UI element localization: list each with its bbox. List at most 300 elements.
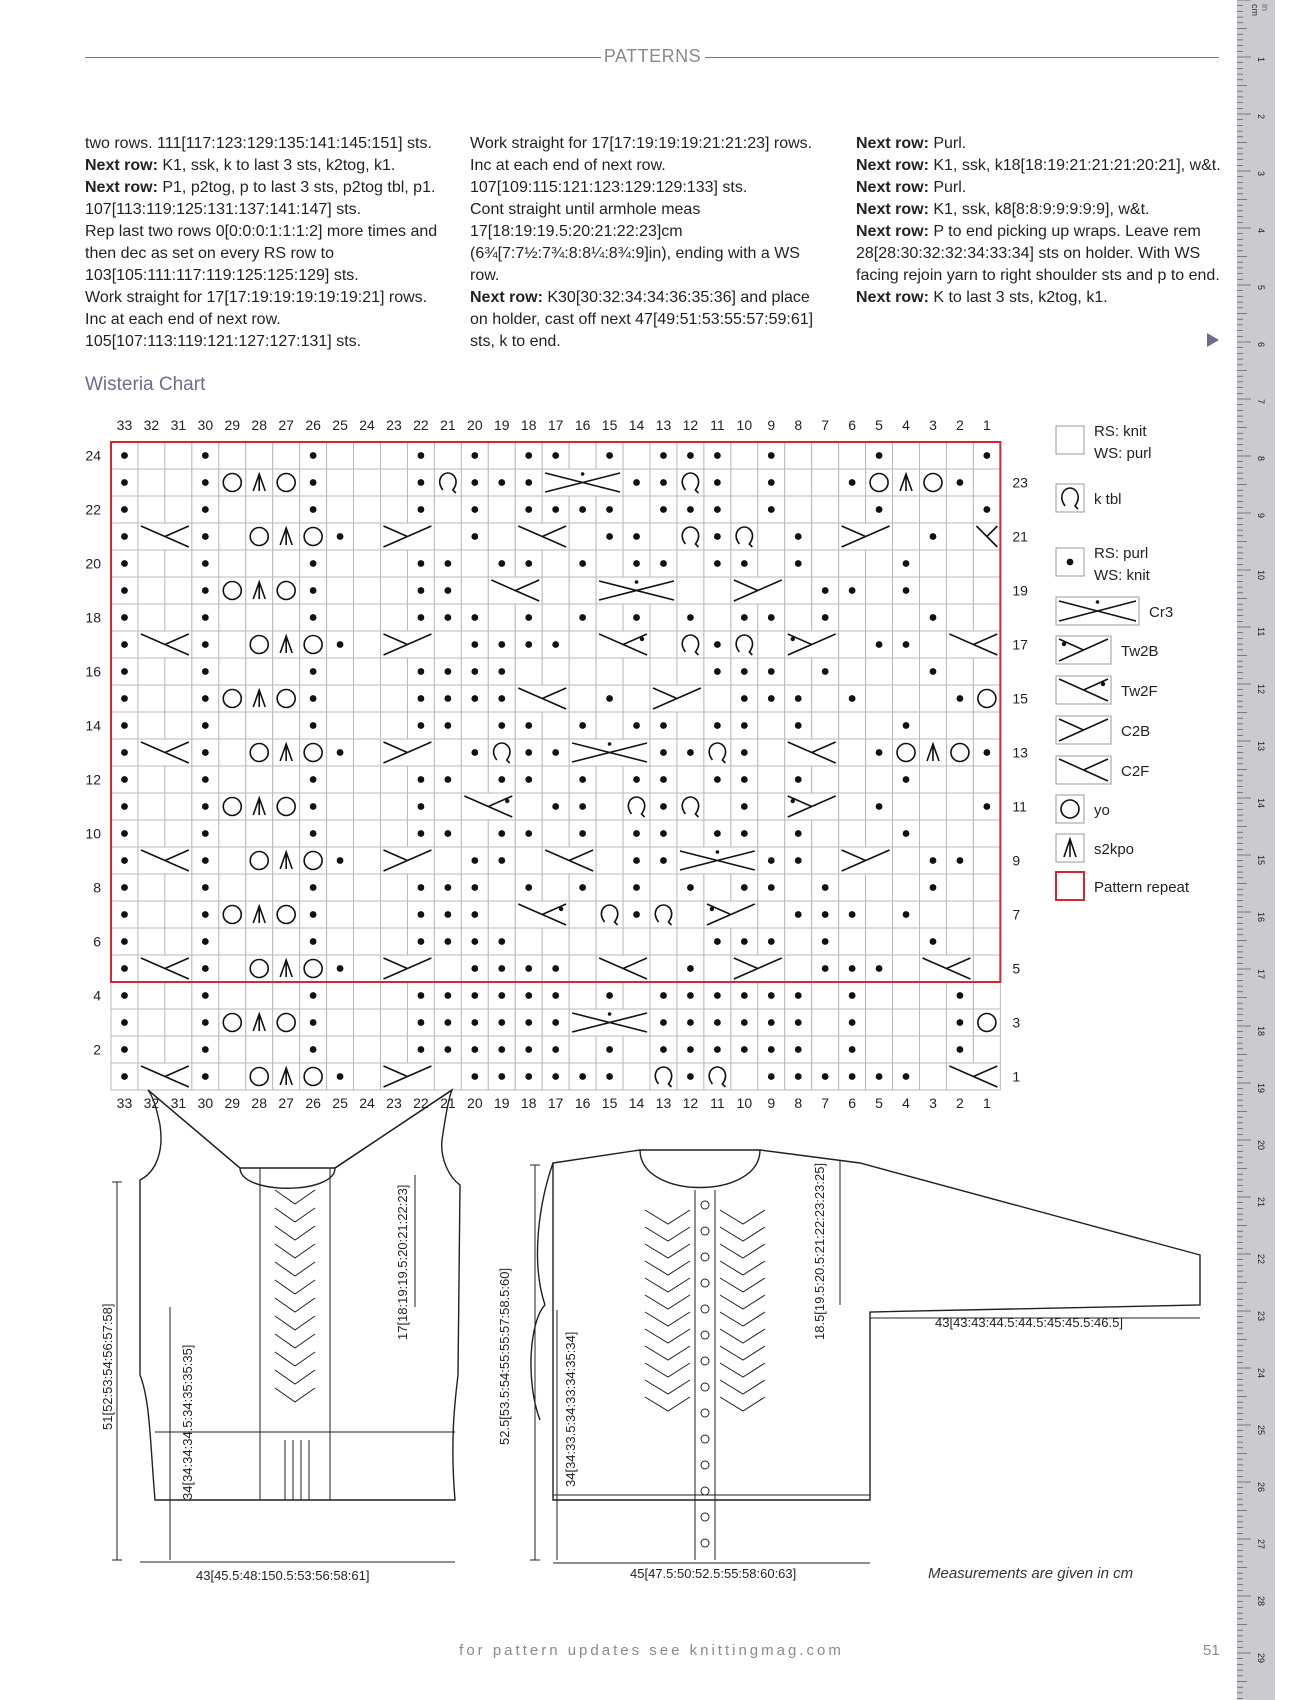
chart-cell xyxy=(946,685,973,712)
chart-cell xyxy=(381,1036,408,1063)
instruction-text: Inc at each end of next row. xyxy=(470,157,666,174)
chart-cell xyxy=(327,442,354,469)
chart-cell xyxy=(758,928,785,955)
chart-cell xyxy=(623,982,650,1009)
purl-dot xyxy=(876,641,883,648)
chart-cell xyxy=(354,982,381,1009)
column-number: 8 xyxy=(794,417,803,433)
tw-dot xyxy=(1062,642,1066,646)
chart-cell xyxy=(461,874,488,901)
yo-circle xyxy=(277,1014,295,1032)
chart-cell xyxy=(327,955,354,982)
paragraph xyxy=(85,221,451,287)
chart-cell xyxy=(812,901,839,928)
yo-circle xyxy=(250,528,268,546)
chart-cell xyxy=(138,766,165,793)
chart-cell xyxy=(758,766,785,793)
chart-cell xyxy=(434,442,461,469)
c2b-mark xyxy=(384,1066,432,1087)
column-number: 16 xyxy=(574,417,591,433)
chart-cell xyxy=(192,658,219,685)
vest-chevron xyxy=(275,1388,315,1402)
chart-cell xyxy=(381,577,408,604)
chart-cell xyxy=(434,550,461,577)
chart-cell xyxy=(623,847,650,874)
purl-dot xyxy=(957,695,964,702)
chart-cell xyxy=(111,685,138,712)
chart-cell xyxy=(111,955,138,982)
purl-dot xyxy=(660,452,667,459)
chart-cell xyxy=(111,658,138,685)
chart-cell xyxy=(515,658,542,685)
chart-cell xyxy=(138,847,192,874)
purl-dot xyxy=(471,857,478,864)
chart-cell xyxy=(623,1063,650,1090)
purl-dot xyxy=(552,1019,559,1026)
purl-dot xyxy=(121,830,128,837)
c2f-mark xyxy=(976,526,997,547)
chart-cell xyxy=(650,1063,677,1090)
chart-cell xyxy=(946,631,1000,658)
chart-cell xyxy=(569,955,596,982)
ruler-number: 9 xyxy=(1256,513,1266,519)
chart-cell xyxy=(542,847,596,874)
cardigan-chevron xyxy=(645,1397,690,1411)
chart-cell xyxy=(165,685,192,712)
c2f-mark xyxy=(545,850,593,871)
chart-cell xyxy=(273,955,300,982)
chart-cell xyxy=(434,712,461,739)
column-number: 33 xyxy=(116,1095,133,1111)
purl-dot xyxy=(687,992,694,999)
row-number-right: 7 xyxy=(1012,906,1021,923)
chart-cell xyxy=(354,550,381,577)
chart-cell xyxy=(866,442,893,469)
chart-cell xyxy=(381,469,408,496)
c2f-mark xyxy=(949,1066,997,1087)
chart-cell xyxy=(434,469,461,496)
ktbl-loop xyxy=(440,473,456,493)
paragraph xyxy=(470,133,832,155)
vest-chevron xyxy=(275,1244,315,1258)
side-ruler xyxy=(1237,0,1275,1700)
purl-dot xyxy=(633,614,640,621)
c2f-mark xyxy=(599,634,647,655)
chart-cell xyxy=(920,901,947,928)
chart-cell xyxy=(758,442,785,469)
cardigan-button xyxy=(701,1253,709,1261)
chart-cell xyxy=(812,1009,839,1036)
chart-cell xyxy=(866,712,893,739)
ruler-unit-cm: cm xyxy=(1250,4,1260,16)
column-number: 1 xyxy=(982,417,991,433)
chart-cell xyxy=(704,955,731,982)
chart-cell xyxy=(785,604,812,631)
chart-cell xyxy=(785,793,839,820)
purl-dot xyxy=(714,776,721,783)
chart-cell xyxy=(488,766,515,793)
vest-neck xyxy=(240,1168,335,1188)
chart-cell xyxy=(192,1009,219,1036)
chart-cell xyxy=(731,550,758,577)
chart-cell xyxy=(461,1063,488,1090)
chart-cell xyxy=(839,712,866,739)
chart-cell xyxy=(785,1063,812,1090)
chart-cell xyxy=(300,604,327,631)
c2f-mark xyxy=(1059,759,1108,781)
chart-cell xyxy=(165,658,192,685)
chart-cell xyxy=(893,658,920,685)
chart-cell xyxy=(677,604,704,631)
cardigan-button xyxy=(701,1201,709,1209)
purl-dot xyxy=(310,560,317,567)
chart-cell xyxy=(893,982,920,1009)
chart-cell xyxy=(920,712,947,739)
paragraph xyxy=(85,155,451,177)
chart-cell xyxy=(650,928,677,955)
purl-dot xyxy=(444,911,451,918)
chart-cell xyxy=(973,1009,1000,1036)
chart-cell xyxy=(407,766,434,793)
purl-dot xyxy=(633,722,640,729)
instruction-lead: Next row: xyxy=(85,179,158,196)
purl-dot xyxy=(849,911,856,918)
chart-cell xyxy=(461,901,488,928)
instruction-lead: Next row: xyxy=(856,157,929,174)
purl-dot xyxy=(121,1019,128,1026)
purl-dot xyxy=(903,1073,910,1080)
instruction-lead: Next row: xyxy=(856,201,929,218)
chart-cell xyxy=(246,712,273,739)
chart-cell xyxy=(192,820,219,847)
chart-cell xyxy=(246,658,273,685)
chart-cell xyxy=(973,442,1000,469)
vest-chevron xyxy=(275,1352,315,1366)
purl-dot xyxy=(849,992,856,999)
chart-cell xyxy=(839,874,866,901)
chart-cell xyxy=(327,685,354,712)
chart-cell xyxy=(785,1009,812,1036)
ruler-number: 1 xyxy=(1256,57,1266,63)
column-number: 23 xyxy=(386,1095,402,1111)
chart-cell xyxy=(785,820,812,847)
chart-cell xyxy=(596,685,623,712)
chart-cell xyxy=(893,631,920,658)
chart-cell xyxy=(839,685,866,712)
chart-cell xyxy=(461,847,488,874)
instruction-lead: Next row: xyxy=(85,157,158,174)
chart-cell xyxy=(677,712,704,739)
column-number: 26 xyxy=(305,417,321,433)
chart-cell xyxy=(165,928,192,955)
chart-cell xyxy=(192,523,219,550)
chart-cell xyxy=(731,604,758,631)
chart-cell xyxy=(327,820,354,847)
c2b-mark xyxy=(788,796,836,817)
chart-cell xyxy=(839,1009,866,1036)
chart-cell xyxy=(300,1009,327,1036)
legend-label: Pattern repeat xyxy=(1094,879,1190,896)
c2f-mark xyxy=(141,634,189,655)
purl-dot xyxy=(202,857,209,864)
chart-cell xyxy=(165,793,192,820)
vest-chevron xyxy=(275,1334,315,1348)
purl-dot xyxy=(498,965,505,972)
chart-cell xyxy=(704,685,731,712)
chart-cell xyxy=(354,685,381,712)
cardigan-chevron xyxy=(720,1210,765,1224)
chart-cell xyxy=(731,469,758,496)
purl-dot xyxy=(876,506,883,513)
chart-cell xyxy=(381,739,435,766)
chart-cell xyxy=(219,685,246,712)
chart-cell xyxy=(731,874,758,901)
cr3-mark xyxy=(599,581,674,600)
column-number: 30 xyxy=(197,417,214,433)
chart-cell xyxy=(219,496,246,523)
legend-item-tw2f xyxy=(1056,676,1158,704)
purl-dot xyxy=(741,992,748,999)
text-column-1 xyxy=(85,133,451,353)
purl-dot xyxy=(471,533,478,540)
purl-dot xyxy=(121,614,128,621)
chart-cell xyxy=(650,874,677,901)
chart-cell xyxy=(354,955,381,982)
vest-chevron xyxy=(275,1190,315,1204)
chart-cell xyxy=(219,712,246,739)
chart-cell xyxy=(839,766,866,793)
legend-item-repeat xyxy=(1056,872,1190,900)
chart-cell xyxy=(381,982,408,1009)
chart-cell xyxy=(569,550,596,577)
instruction-text: K to last 3 sts, k2tog, k1. xyxy=(928,289,1108,306)
chart-cell xyxy=(758,604,785,631)
chart-cell xyxy=(542,874,569,901)
c2b-mark xyxy=(734,580,782,601)
chart-cell xyxy=(866,604,893,631)
chart-cell xyxy=(327,874,354,901)
chart-cell xyxy=(354,469,381,496)
chart-cell xyxy=(704,766,731,793)
chart-cell xyxy=(434,658,461,685)
chart-cell xyxy=(758,1063,785,1090)
purl-dot xyxy=(202,479,209,486)
column-number: 30 xyxy=(197,1095,214,1111)
purl-dot xyxy=(903,830,910,837)
chart-cell xyxy=(138,928,165,955)
chart-cell xyxy=(138,550,165,577)
c2b-mark xyxy=(384,958,432,979)
purl-dot xyxy=(202,533,209,540)
row-number-left: 6 xyxy=(93,933,101,950)
instruction-text: Work straight for 17[17:19:19:19:19:19:21] rows. xyxy=(85,289,428,306)
purl-dot xyxy=(741,1046,748,1053)
chart-cell xyxy=(354,604,381,631)
chart-cell xyxy=(542,658,569,685)
chart-cell xyxy=(704,901,758,928)
purl-dot xyxy=(714,641,721,648)
purl-dot xyxy=(876,1073,883,1080)
legend-label: Tw2F xyxy=(1121,683,1158,700)
chart-cell xyxy=(866,1063,893,1090)
chart-cell xyxy=(219,631,246,658)
column-number: 28 xyxy=(251,417,268,433)
chart-cell xyxy=(596,496,623,523)
cardigan-chevron xyxy=(645,1295,690,1309)
chart-cell xyxy=(138,820,165,847)
purl-dot xyxy=(795,830,802,837)
instruction-lead: Next row: xyxy=(470,289,543,306)
purl-dot xyxy=(202,884,209,891)
purl-dot xyxy=(768,1046,775,1053)
chart-cell xyxy=(246,442,273,469)
chart-cell xyxy=(273,550,300,577)
purl-dot xyxy=(633,533,640,540)
purl-dot xyxy=(606,1073,613,1080)
chart-cell xyxy=(893,523,920,550)
purl-dot xyxy=(552,1046,559,1053)
chart-cell xyxy=(946,793,973,820)
purl-dot xyxy=(768,668,775,675)
ruler-unit-in: in xyxy=(1260,4,1270,12)
chart-cell xyxy=(488,1009,515,1036)
yo-circle xyxy=(304,636,322,654)
chart-cell xyxy=(542,739,569,766)
chart-cell xyxy=(785,766,812,793)
chart-cell xyxy=(165,874,192,901)
purl-dot xyxy=(444,668,451,675)
chart-cell xyxy=(461,604,488,631)
purl-dot xyxy=(121,668,128,675)
chart-cell xyxy=(246,847,273,874)
instruction-text: Inc at each end of next row. xyxy=(85,311,281,328)
chart-cell xyxy=(973,982,1000,1009)
chart-cell xyxy=(246,901,273,928)
chart-cell xyxy=(731,982,758,1009)
s2kpo-mark xyxy=(253,474,265,491)
chart-cell xyxy=(300,1036,327,1063)
chart-cell xyxy=(731,496,758,523)
chart-cell xyxy=(515,928,542,955)
header-rule-left xyxy=(85,57,601,58)
chart-cell xyxy=(488,739,515,766)
purl-dot xyxy=(418,830,425,837)
paragraph xyxy=(856,177,1222,199)
c2b-mark xyxy=(384,634,432,655)
chart-cell xyxy=(111,604,138,631)
chart-cell xyxy=(569,874,596,901)
chart-cell xyxy=(542,712,569,739)
s2kpo-mark xyxy=(253,798,265,815)
purl-dot xyxy=(471,506,478,513)
purl-dot xyxy=(606,695,613,702)
chart-cell xyxy=(731,739,758,766)
chart-cell xyxy=(327,469,354,496)
purl-dot xyxy=(525,641,532,648)
chart-cell xyxy=(273,712,300,739)
column-number: 19 xyxy=(493,1095,510,1111)
purl-dot xyxy=(498,695,505,702)
purl-dot xyxy=(579,884,586,891)
chart-cell xyxy=(893,793,920,820)
purl-dot xyxy=(579,722,586,729)
chart-cell xyxy=(327,766,354,793)
purl-dot xyxy=(579,614,586,621)
purl-dot xyxy=(310,1046,317,1053)
chart-cell xyxy=(165,766,192,793)
chart-cell xyxy=(920,469,947,496)
chart-cell xyxy=(354,847,381,874)
chart-cell xyxy=(677,631,704,658)
chart-cell xyxy=(973,928,1000,955)
purl-dot xyxy=(121,1046,128,1053)
chart-cell xyxy=(327,1036,354,1063)
chart-cell xyxy=(839,658,866,685)
chart-cell xyxy=(165,901,192,928)
column-number: 11 xyxy=(710,1095,725,1111)
column-number: 15 xyxy=(601,1095,618,1111)
s2kpo-mark xyxy=(280,744,292,761)
chart-cell xyxy=(111,793,138,820)
chart-cell xyxy=(434,523,461,550)
purl-dot xyxy=(741,749,748,756)
chart-cell xyxy=(381,901,408,928)
chart-cell xyxy=(973,901,1000,928)
chart-cell xyxy=(434,496,461,523)
text-column-3 xyxy=(856,133,1222,309)
chart-cell xyxy=(623,928,650,955)
ruler-number: 13 xyxy=(1256,741,1266,752)
purl-dot xyxy=(795,992,802,999)
chart-cell xyxy=(488,658,515,685)
c2b-mark xyxy=(707,904,755,925)
purl-dot xyxy=(957,479,964,486)
chart-cell xyxy=(381,604,408,631)
chart-cell xyxy=(192,847,219,874)
column-number: 4 xyxy=(902,417,910,433)
chart-cell xyxy=(488,955,515,982)
purl-dot xyxy=(741,884,748,891)
chart-cell xyxy=(381,496,408,523)
chart-cell xyxy=(461,523,488,550)
purl-dot xyxy=(741,1019,748,1026)
chart-cell xyxy=(785,712,812,739)
chart-cell xyxy=(461,982,488,1009)
purl-dot xyxy=(498,1073,505,1080)
chart-cell xyxy=(246,874,273,901)
chart-cell xyxy=(273,523,300,550)
chart-cell xyxy=(219,874,246,901)
chart-cell xyxy=(407,820,434,847)
row-number-right: 1 xyxy=(1012,1068,1021,1085)
chart-cell xyxy=(327,550,354,577)
cardigan-chevron xyxy=(645,1380,690,1394)
c2f-mark xyxy=(599,958,647,979)
chart-cell xyxy=(461,712,488,739)
chart-cell xyxy=(381,820,408,847)
ktbl-loop xyxy=(601,905,617,925)
chart-cell xyxy=(973,820,1000,847)
column-number: 7 xyxy=(821,1095,830,1111)
chart-cell xyxy=(839,496,866,523)
chart-cell xyxy=(866,739,893,766)
column-number: 5 xyxy=(875,417,883,433)
chart-cell xyxy=(596,658,623,685)
purl-dot xyxy=(418,560,425,567)
chart-cell xyxy=(488,469,515,496)
chart-cell xyxy=(246,550,273,577)
cardigan-neck xyxy=(640,1150,760,1188)
